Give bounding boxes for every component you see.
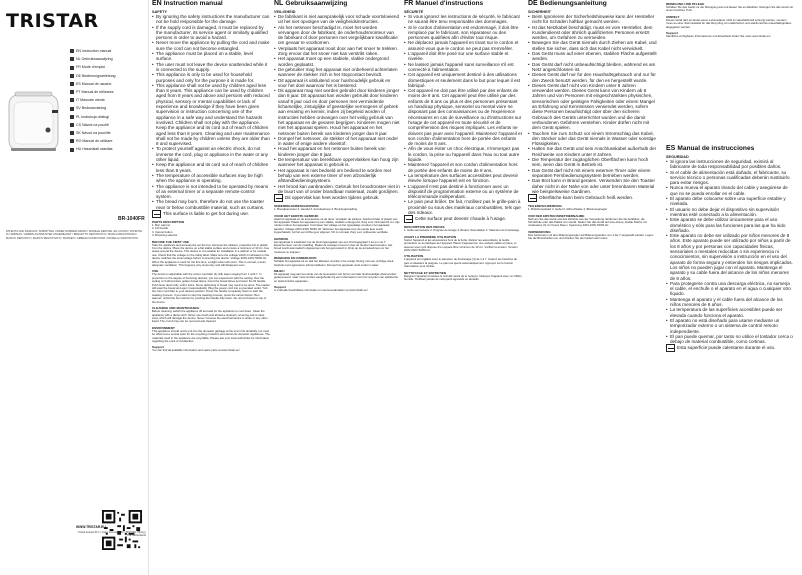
- section-title-es: ES Manual de instrucciones: [666, 145, 755, 152]
- safety-item: • Maintenez l'appareil et son cordon d'alimentation hors de portée des enfants de moins de 8 ans.: [404, 162, 522, 173]
- safety-item: • Houd het apparaat en het netsnoer buiten bereik van kinderen jonger dan 8 jaar.: [274, 146, 400, 157]
- toaster-illustration: [6, 40, 61, 160]
- subsection-heading: BEFORE THE FIRST USE: [152, 239, 189, 244]
- safety-item: • L'appareil n'est pas destiné à fonctionner avec un dispositif de programmation externe ou un système de télécommande indépendant.: [404, 184, 522, 200]
- safety-list: [404, 14, 522, 215]
- subsection-heading: Support: [666, 31, 678, 36]
- safety-item: • Si el cable de alimentación está dañado, el fabricante, su servicio técnico o personas cualificadas deberán sustituirlo para evitar riesgos.: [666, 170, 794, 186]
- language-list: [70, 47, 116, 154]
- subsection-heading: UTILISATION: [404, 254, 424, 259]
- safety-list: [528, 14, 658, 194]
- section-title-nl: NL Gebruiksaanwijzing: [274, 0, 348, 7]
- part-item: 1. Bun warmer: [152, 222, 171, 227]
- part-item: 3. Cancel button: [152, 229, 173, 234]
- safety-item: • Dit apparaat is uitsluitend voor huishoudelijk gebruik en voor het doel waarvoor het is bestemd.: [274, 78, 400, 89]
- safety-heading: SAFETY: [152, 10, 167, 14]
- language-item: PT Manual de utilizador: [70, 88, 116, 96]
- safety-item: • Este aparato se debe utilizar únicamente para el uso doméstico y sólo para las funciones para las que ha sido diseñado.: [666, 217, 794, 233]
- qr-code: [102, 510, 142, 550]
- safety-item: • Das Gerät muss auf einer ebenen, stabilen Fläche aufgestellt werden.: [528, 51, 658, 62]
- subsection-heading: REINIGING EN ONDERHOUD: [274, 256, 317, 261]
- safety-item: • Para protegerse contra una descarga eléctrica, no sumerja el cable, el enchufe o el aparato en el agua o cualquier otro líquido.: [666, 281, 794, 297]
- safety-item: • El aparato no está diseñado para usarse mediante un temporizador externo o un sistema de control remoto independiente.: [666, 318, 794, 334]
- language-item: CS Návod na použití: [70, 121, 116, 129]
- safety-item: • Verplaats het apparaat nooit door aan het snoer te trekken. Zorg ervoor dat het snoer niet kan verstrikt raken.: [274, 46, 400, 57]
- safety-item: • Afin de vous éviter un choc électrique, n'immergez pas le cordon, la prise ou l'appareil dans l'eau ou tout autre liquide.: [404, 146, 522, 162]
- safety-item: • Het brood kan aanbranden. Gebruik het broodrooster niet in de buurt van of onder brandbaar materiaal, zoals gordijnen.: [274, 184, 400, 195]
- language-item: FR Mode d'emploi: [70, 63, 116, 71]
- nl-column: [274, 0, 400, 575]
- brand-logo: TRISTAR: [6, 10, 99, 32]
- subsection-heading: CLEANING AND MAINTENANCE: [152, 306, 200, 311]
- safety-item: • El pan puede quemar, por tanto no utilice el tostador cerca o debajo de material combustible, como cortinas.: [666, 334, 794, 345]
- safety-item: • Het apparaat moet op een stabiele, vlakke ondergrond worden geplaatst.: [274, 56, 400, 67]
- subsection-text: Dieses Gerät darf am Ende seiner Lebensdauer nicht im Haushaltsmüll entsorgt werden, sondern muss an einer Sammelstelle für das Recycling von elektrischen und elektronischen Haushaltsgeräten abgegeben werden.: [666, 17, 792, 29]
- part-item: 2. Lift handle: [152, 226, 169, 231]
- subsection-text: 1. Grille-viennoiserie 2. Poignée de levage 3. Bouton d'annulation 4. Sélecteur de brunissage: [404, 228, 520, 233]
- safety-item: • Keep the appliance and its cord out of reach of children less than 8 years.: [152, 162, 270, 173]
- de-section: [528, 0, 658, 241]
- de-continued: [666, 0, 794, 38]
- hot-surface-icon: [528, 194, 537, 202]
- subsection-heading: UMWELT: [666, 14, 680, 19]
- parts-heading: PARTS DESCRIPTION: [152, 219, 185, 224]
- safety-item: • Tauchen Sie zum Schutz vor einem Stromschlag das Kabel, den Stecker oder das Gerät niemals in Wasser oder sonstige Flüssigkeiten.: [528, 131, 658, 147]
- safety-item: • The user must not leave the device unattended while it is connected to the supply.: [152, 62, 270, 73]
- subsection-heading: ONDERDELENBESCHRIJVING: [274, 204, 319, 209]
- subsection-heading: VERWENDUNG: [528, 229, 551, 234]
- safety-item: • The appliance is not intended to be operated by means of an external timer or a separate remote-control system.: [152, 184, 270, 200]
- language-item: HU Használati utasítás: [70, 145, 116, 153]
- safety-list: [666, 159, 794, 344]
- subsection-text: You can find all available information and spare parts at www.tristar.eu!: [152, 348, 240, 353]
- safety-list: [274, 14, 400, 194]
- safety-item: • Dompel het netsnoer, de stekker of het apparaat niet onder in water of enige andere vloeistof.: [274, 136, 400, 147]
- hot-surface-note: Oberfläche kann beim Gebrauch heiß werden.: [528, 194, 658, 202]
- safety-item: • L'appareil doit être posé sur une surface stable et nivelée.: [404, 51, 522, 62]
- safety-item: • Le pain peut brûler. De fait, n'utilisez pas le grille-pain à proximité ou sous des matériaux combustibles, tels que des rideaux.: [404, 199, 522, 215]
- subsection-text: Nehmen Sie das Gerät und das Zubehör aus der Verpackung. Entfernen Sie die Aufkleber, die Schutzfolie oder das Plastik vom Gerät. Stellen Sie das Gerät auf eine ebene, stabile Fläche mit mindestens 10 cm freiem Raum. Spannung 220V-240V 50/60 Hz.: [528, 216, 647, 228]
- safety-item: • Ne déplacez jamais l'appareil en tirant sur le cordon et assurez-vous que le cordon ne peut pas s'emmêler.: [404, 40, 522, 51]
- hot-surface-note: This surface is liable to get hot during use.: [152, 210, 270, 218]
- subsection-heading: VOR DER ERSTEN INBETRIEBNAHME: [528, 213, 585, 218]
- safety-item: • Nunca mueva el aparato tirando del cable y asegúrese de que no se pueda enrollar en el cable.: [666, 185, 794, 196]
- safety-item: • Si le cordon d'alimentation est endommagé, il doit être remplacé par le fabricant, son réparateur ou des personnes qualifiées afin d'éviter tout risque.: [404, 25, 522, 41]
- model-number: BR-1040FR: [118, 216, 145, 222]
- hot-surface-icon: [404, 215, 413, 223]
- safety-item: • De gebruiker mag het apparaat niet onbeheerd achterlaten wanneer de stekker zich in het stopcontact bevindt.: [274, 67, 400, 78]
- safety-item: • This appliance shall not be used by children aged less than 8 years. This appliance can be used by children aged from 8 years and above and persons with reduced physical, sensory or mental capabilities or lack of experience and knowledge if they have been given supervision or instruction concerning use of the appliance in a safe way and understand the hazards involved. Children shall not play with the appliance. Keep the appliance and its cord out of reach of children aged less than 8 years. Cleaning and user maintenance shall not be made by children unless they are older than 8 and supervised.: [152, 83, 270, 147]
- safety-item: • Dit apparaat mag niet worden gebruikt door kinderen jonger dan 8 jaar. Dit apparaat kan worden gebruikt door kinderen vanaf 8 jaar oud en door personen met verminderde lichamelijke, zintuiglijke of geestelijke vermogens of gebrek aan ervaring en kennis, indien zij begeleid worden of instructies hebben ontvangen over het veilig gebruik van het apparaat en de gevaren begrijpen. Kinderen mogen niet met het apparaat spelen. Houd het apparaat en het netsnoer buiten bereik van kinderen jonger dan 8 jaar.: [274, 88, 400, 136]
- legal-notice: PATENTS AND DESIGNS: SUBMITTED UNDER NUMBER 000000 / MODELE DEPOSE: EN COURS / PATENTE ZU SEBAMO / GEBRAUCHSMUSTER ANGEMELDET / BREVETTO DEPOSITATO / MARCA REGISTRADA / MARCO DEPOSITO / MARCO REGISTRATO / MARKEN / GEBRAUCHSMUSTER / MODELLO DEPOSITATO: [6, 230, 142, 240]
- subsection-heading: NETTOYAGE ET ENTRETIEN: [404, 270, 447, 275]
- safety-item: • To protect yourself against an electric shock, do not immerse the cord, plug or appliance in the water or any other liquid.: [152, 146, 270, 162]
- hot-surface-note: Esta superficie puede calentarse durante el uso.: [666, 344, 794, 352]
- language-item: DE Bedienungsanleitung: [70, 72, 116, 80]
- subsection-heading: REINIGUNG UND PFLEGE: [666, 2, 705, 6]
- hot-surface-note: Cette surface peut devenir chaude à l'usage.: [404, 215, 522, 223]
- safety-item: • Die Temperatur der zugänglichen Oberflächen kann hoch sein, wenn das Gerät in Betrieb ist.: [528, 157, 658, 168]
- safety-item: • Dieses Gerät darf nicht von Kindern unter 8 Jahren verwendet werden. Dieses Gerät kann von Kindern ab 8 Jahren und von Personen mit eingeschränkten physischen, sensorischen oder geistigen Fähigkeiten oder einem Mangel an Erfahrung und Kenntnissen verwendet werden, sofern diese Personen beaufsichtigt oder über den sicheren Gebrauch des Geräts unterrichtet wurden und die damit verbundenen Gefahren verstehen. Kinder dürfen nicht mit dem Gerät spielen.: [528, 83, 658, 131]
- subsection-text: 1. Broodjesrooster 2. Hendel 3. Annuleerknop 4. Bruiningsinstelling: [274, 207, 358, 212]
- safety-item: • Si ignora las instrucciones de seguridad, eximirá al fabricante de toda responsabilidad por posibles daños.: [666, 159, 794, 170]
- safety-item: • Halten Sie das Gerät und sein Anschlusskabel außerhalb der Reichweite von Kindern unter 8 Jahren.: [528, 146, 658, 157]
- fr-column: [404, 0, 522, 575]
- language-item: RO Manual de utilizare: [70, 137, 116, 145]
- nl-details: [274, 204, 400, 293]
- en-details: [152, 220, 270, 353]
- hot-surface-note: Dit oppervlak kan heet worden tijdens gebruik.: [274, 194, 400, 202]
- subsection-text: Schalten Sie das Gerät vor der Reinigung aus und lassen Sie es abkühlen. Reinigen Sie das Gerät mit einem feuchten Tuch.: [666, 5, 793, 13]
- subsection-text: Before cleaning, switch the appliance off and wait for the appliance to cool down. Clean the appliance with a damp cloth. Never use harsh and abrasive cleaners, scouring pad or steel wool, which will damage the device. Never immerse the electrical device in water or any other liquid. The crumb tray can be removed and cleaned.: [152, 309, 268, 324]
- safety-item: • Si vous ignorez les instructions de sécurité, le fabricant ne saurait être tenu responsable des dommages.: [404, 14, 522, 25]
- safety-item: • El aparato debe colocarse sobre una superficie estable y nivelada.: [666, 196, 794, 207]
- subsection-text: Das Gerät kann mit dem Bräunungsregler auf Bräunungsstufen von 1 bis 7 eingestellt werden. Legen Sie die Brotscheiben ein und drücken Sie den Hebel nach unten.: [528, 232, 654, 241]
- language-item: IT Manuale utente: [70, 96, 116, 104]
- subsection-text: Haal het apparaat en de accessoires uit de doos. Verwijder de stickers, beschermfolie of plastic van het apparaat. Plaats het apparaat op een vlakke, stabiele ondergrond. Zorg voor minimaal 10 cm vrije ruimte rondom het apparaat. Controleer het voltage op het typeplaatje voordat u het apparaat aansluit. Voltage 220V-240V 50/60 Hz. Wanneer het apparaat voor de eerste keer wordt ingeschakeld, zal het een lichte geur afgeven. Dit is normaal. Zorg voor voldoende ventilatie.: [274, 216, 400, 235]
- subsection-text: The device is adjustable with the colour controller (4) with steps ranging from 1 until 7. In proportion to the degree of browning desired, you can experiment with the setting: thus the setting of 4 will produce golden bread slices. Insert the bread slices and lower the lift handle. Push lever down fully, until it locks. Some defrosting of bread may need to be done. The toaster will toast the bread and eject it automatically. Plug the power cord into a grounded outlet. Turn the color controller to your desired position. Press the handle completely down to start the toasting process. If you want to stop the toasting process, press the cancel button. Bun warmer: unfold the bun warmer by pushing the handle fully down. Do not put bread on top of the device.: [152, 272, 270, 304]
- safety-item: • Ne laissez jamais l'appareil sans surveillance s'il est connecté à l'alimentation.: [404, 62, 522, 73]
- safety-item: • El usuario no debe dejar el dispositivo sin supervisión mientras esté conectado a la alimentación.: [666, 207, 794, 218]
- subsection-text: Schakel het apparaat uit en laat het afkoelen voordat u het reinigt. Reinig met een vochtige doek. Gebruik nooit agressieve schuurmiddelen. Dompel het apparaat nooit onder in water.: [274, 259, 395, 267]
- section-title-en: EN Instruction manual: [152, 0, 223, 7]
- safety-item: • De fabrikant is niet aansprakelijk voor schade voortvloeiend uit het niet opvolgen van de veiligheidsinstructies.: [274, 14, 400, 25]
- subsection-heading: TEILEBESCHREIBUNG: [528, 204, 562, 209]
- column-divider: [148, 0, 149, 575]
- safety-item: • Das Gerät darf nicht unbeaufsichtigt bleiben, während es am Netz angeschlossen ist.: [528, 62, 658, 73]
- hot-surface-icon: [274, 194, 283, 202]
- cover-column: [0, 0, 148, 575]
- safety-item: • De temperatuur van bereikbare oppervlakken kan hoog zijn wanneer het apparaat in gebruik is.: [274, 157, 400, 168]
- language-item: EN Instruction manual: [70, 47, 116, 55]
- language-item: NL Gebruiksaanwijzing: [70, 55, 116, 63]
- de-details: [528, 204, 658, 240]
- safety-item: • The temperature of accessible surfaces may be high when the appliance is operating.: [152, 173, 270, 184]
- subsection-text: This appliance should not be put into the domestic garbage at the end of its durability, but must be offered at a central point for the recycling of electric and electronic domestic appliances. The materials used in the appliance are recyclable. Please ask your local authorities for information regarding the point of recollection.: [152, 328, 270, 343]
- safety-item: • Als het netsnoer beschadigd is, moet het worden vervangen door de fabrikant, de onderhoudsmonteur van de fabrikant of door personen met vergelijkbare kwalificatie om gevaar te voorkomen.: [274, 25, 400, 46]
- safety-item: • Este aparato no debe ser utilizado por niños menores de 8 años. Este aparato puede ser utilizado por niños a partir de los 8 años y por personas con capacidades físicas, sensoriales o mentales reducidas o sin experiencia ni conocimientos, sin supervisión o instrucción en el uso del aparato de forma segura y entienden los riesgos implicados. Los niños no pueden jugar con el aparato. Mantenga el aparato y su cable fuera del alcance de los niños menores de 8 años.: [666, 233, 794, 281]
- subsection-text: Take the appliance and accessories out the box. Remove the stickers, protective foil or plastic from the device. Place the device on a flat stable surface and ensure a minimum of 10 cm. free space around the device. This device is not suitable for installation in a cabinet or for outside use. Check that the voltage on the rating label. Make sure the voltage which is indicated on the device matches the local voltage before connecting the device. Voltage 220V-240V 50/60 Hz. When the appliance is used for the first time, a slight odour will occur. This is normal, ensure adequate ventilation. This happens only temporary and will disappear soon.: [152, 242, 270, 268]
- language-item: SV Bruksanvisning: [70, 104, 116, 112]
- subsection-heading: ENVIRONMENT: [152, 325, 175, 330]
- subsection-heading: Support: [152, 345, 164, 350]
- fr-details: [404, 225, 522, 281]
- safety-item: • Das Gerät darf nicht mit einem externen Timer oder einem separaten Fernbedienungssystem betrieben werden.: [528, 168, 658, 179]
- safety-item: • Das Brot kann in Brand geraten. Verwenden Sie den Toaster daher nicht in der Nähe von oder unter brennbarem Material wie beispielsweise Gardinen.: [528, 178, 658, 194]
- hot-surface-icon: [666, 344, 675, 352]
- safety-item: • Beim Ignorieren der Sicherheitshinweise kann der Hersteller nicht für Schäden haftbar gemacht werden.: [528, 14, 658, 25]
- safety-item: • La temperatura de las superficies accesibles puede ser elevada cuando funciona el aparato.: [666, 307, 794, 318]
- subsection-heading: MILIEU: [274, 268, 285, 273]
- language-item: PL Instrukcja obsługi: [70, 113, 116, 121]
- de-es-column: [528, 0, 798, 575]
- subsection-heading: VOOR HET EERSTE GEBRUIK: [274, 213, 319, 218]
- subsection-text: 1. Brötchenaufsatz 2. Hebel 3. Abbruchtaste 4. Bräunungsregler: [528, 207, 608, 212]
- subsection-heading: USE: [152, 269, 159, 274]
- subsection-text: Sortez l'appareil et les accessoires hors de la boîte. Retirez les autocollants, la feuille protectrice ou le plastique de l'appareil. Placez l'appareil sur une surface stable et plane, et assurez-vous qu'il dispose d'un espace libre minimum de 10 cm. Vérifiez la tension. Tension 220V-240V 50/60 Hz.: [404, 237, 518, 252]
- safety-item: • Cet appareil ne doit pas être utilisé par des enfants de moins de 8 ans. Cet appareil peut être utilisé par des enfants de 8 ans ou plus et des personnes présentant un handicap physique, sensoriel ou mental voire ne disposant pas des connaissances ou de l'expérience nécessaires en cas de surveillance ou d'instructions sur l'usage de cet appareil en toute sécurité et de compréhension des risques impliqués. Les enfants ne doivent pas jouer avec l'appareil. Maintenez l'appareil et son cordon d'alimentation hors de portée des enfants de moins de 8 ans.: [404, 88, 522, 146]
- safety-item: • Ist das Netzkabel beschädigt, muss es vom Hersteller, dem Kundendienst oder ähnlich qualifizierten Personen ersetzt werden, um Gefahren zu vermeiden.: [528, 25, 658, 41]
- subsection-heading: GEBRUIK: [274, 236, 289, 241]
- safety-item: • This appliance is only to be used for household purposes and only for the purpose it is made for.: [152, 72, 270, 83]
- safety-heading: VEILIGHEID: [274, 10, 296, 14]
- safety-item: • Mantenga el aparato y el cable fuera del alcance de los niños menores de 8 años.: [666, 297, 794, 308]
- en-column: [152, 0, 270, 575]
- subsection-text: L'appareil est réglable avec le sélecteur de brunissage (4) de 1 à 7. Insérez les tranches de pain et abaissez la poignée. Le pain est éjecté automatiquement. Appuyez sur le bouton d'annulation pour arrêter.: [404, 257, 517, 269]
- safety-item: • Bewegen Sie das Gerät niemals durch Ziehen am Kabel, und stellen Sie sicher, dass sich das Kabel nicht verwickelt.: [528, 40, 658, 51]
- safety-item: • By ignoring the safety instructions the manufacturer can not be hold responsible for the damage.: [152, 14, 270, 25]
- safety-heading: SICHERHEIT: [528, 10, 551, 14]
- website-url: WWW.TRISTAR.EU: [76, 525, 106, 529]
- safety-item: • Dieses Gerät darf nur für den Haushaltsgebrauch und nur für den Zweck benutzt werden, für den es hergestellt wurde.: [528, 72, 658, 83]
- subsection-heading: DESCRIPTION DES PIÈCES: [404, 225, 445, 230]
- language-item: ES Manual de usuario: [70, 80, 116, 88]
- safety-heading: SEGURIDAD: [666, 155, 689, 159]
- subsection-text: Dit apparaat mag aan het einde van de levensduur niet bij het normale huishoudelijke afval worden gedeponeerd, maar moet worden aangeboden bij een inzamelpunt voor het recyclen van elektrische en elektronische apparaten.: [274, 271, 399, 283]
- subsection-text: U vindt alle beschikbare informatie en reserveonderdelen op www.tristar.eu!: [274, 288, 368, 293]
- subsection-text: Het apparaat is instelbaar met de bruiningsregelaar van een bruiningsgraad 1 tot en met 7. Experimenteer met de instelling. Plaats de sneetjes brood en duw de hendel naar beneden. Het brood wordt automatisch uitgeworpen als het geroosterd is. Druk op de annuleerknop om het roosteren te stoppen.: [274, 239, 393, 254]
- safety-item: • The appliance must be placed on a stable, level surface.: [152, 51, 270, 62]
- company-address: Tristar Europe B.V. | Jules Verneweg 87 | 5015 BH Tilburg | The Netherlands: [78, 531, 146, 538]
- subsection-heading: Support: [274, 285, 286, 290]
- safety-heading: SÉCURITÉ: [404, 10, 424, 14]
- section-title-de: DE Bedienungsanleitung: [528, 0, 607, 7]
- language-item: SK Návod na použitie: [70, 129, 116, 137]
- es-section: [666, 145, 794, 352]
- subsection-text: Éteignez l'appareil et laissez-le refroidir avant de le nettoyer. Nettoyez l'appareil avec un chiffon humide. N'utilisez jamais de nettoyants agressifs ou abrasifs.: [404, 273, 522, 281]
- safety-item: • Het apparaat is niet bedoeld om bediend te worden met behulp van een externe timer of een afzonderlijk afstandbedieningsysteem.: [274, 168, 400, 184]
- hot-surface-icon: [152, 210, 161, 218]
- part-item: 4. Browning selector: [152, 233, 178, 238]
- section-title-fr: FR Manuel d'instructions: [404, 0, 484, 7]
- subsection-text: Sämtliche verfügbaren Informationen und Ersatzteile finden Sie unter www.tristar.eu!: [666, 34, 771, 39]
- safety-item: • Cet appareil est uniquement destiné à des utilisations domestiques et seulement dans le but pour lequel il est fabriqué.: [404, 72, 522, 88]
- safety-item: • The bread may burn, therefore do not use the toaster near or below combustible material, such as curtains.: [152, 199, 270, 210]
- safety-list: [152, 14, 270, 210]
- safety-item: • Never move the appliance by pulling the cord and make sure the cord can not become entangled.: [152, 40, 270, 51]
- safety-item: • If the supply cord is damaged, it must be replaced by the manufacturer, its service agent or similarly qualified persons in order to avoid a hazard.: [152, 25, 270, 41]
- subsection-heading: AVANT LA PREMIÈRE UTILISATION: [404, 234, 457, 239]
- safety-item: • La température des surfaces accessibles peut devenir élevée lorsque l'appareil est en fonction.: [404, 173, 522, 184]
